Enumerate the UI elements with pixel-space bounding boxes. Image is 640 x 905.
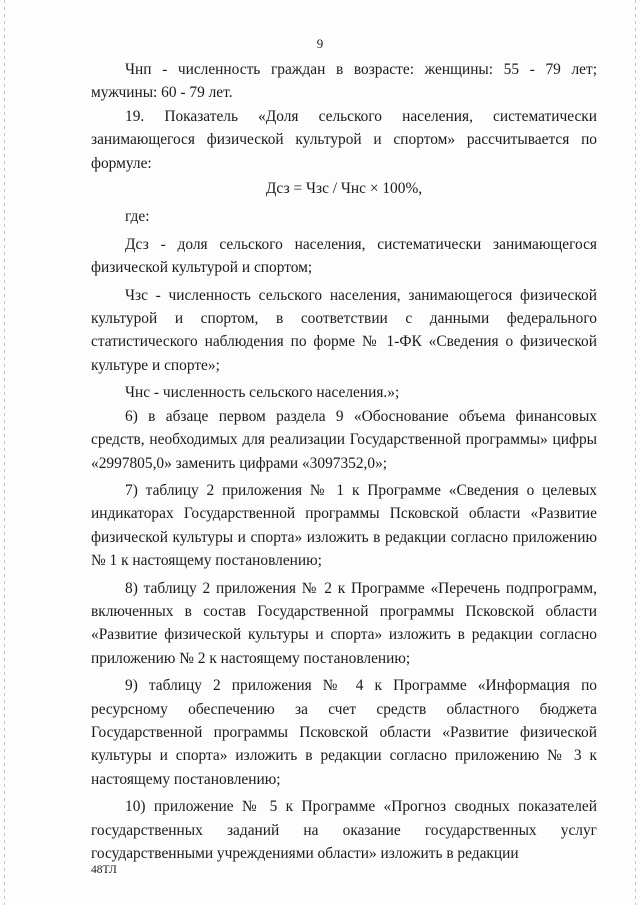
paragraph-item-6: 6) в абзаце первом раздела 9 «Обоснование объема финансовых средств, необходимых для реализации Государственной программы» цифры «2997805,0» заменить цифрами «3097352,0»; xyxy=(91,407,597,472)
page-number: 9 xyxy=(316,36,324,51)
paragraph-where: где: xyxy=(125,208,150,226)
paragraph-chnp-definition: Чнп - численность граждан в возрасте: женщины: 55 - 79 лет; мужчины: 60 - 79 лет. xyxy=(91,61,597,102)
document-body xyxy=(91,58,597,865)
paragraph-item-8: 8) таблицу 2 приложения № 2 к Программе «Перечень подпрограмм, включенных в состав Государственной программы Псковской области «Развитие физической культуры и спорта» изложить в редакции согласно приложению № 2 к настоящему постановлению; xyxy=(91,579,597,667)
paragraph-item-7: 7) таблицу 2 приложения № 1 к Программе «Сведения о целевых индикаторах Государственной программы Псковской области «Развитие физической культуры и спорта» изложить в редакции согласно приложению № 1 к настоящему постановлению; xyxy=(91,481,597,570)
scan-border-left xyxy=(4,0,5,905)
paragraph-item-9: 9) таблицу 2 приложения № 4 к Программе «Информация по ресурсному обеспечению за счет средств областного бюджета Государственной программы Псковской области «Развитие физической культуры и спорта» изложить в редакции согласно приложению № 3 к настоящему постановлению; xyxy=(91,677,597,788)
paragraph-indicator-19: 19. Показатель «Доля сельского населения, систематически занимающегося физической культурой и спортом» рассчитывается по формуле: xyxy=(91,107,597,172)
paragraph-dsz-definition: Дсз - доля сельского населения, систематически занимающегося физической культурой и спортом; xyxy=(91,235,597,277)
paragraph-chns-definition: Чнс - численность сельского населения.»; xyxy=(125,384,400,402)
formula-dsz: Дсз = Чзс / Чнс × 100%, xyxy=(265,180,423,198)
paragraph-item-10: 10) приложение № 5 к Программе «Прогноз сводных показателей государственных заданий на оказание государственных услуг государственными учреждениями области» изложить в редакции xyxy=(91,798,597,862)
footer-document-code: 48ТЛ xyxy=(91,864,117,876)
scan-border-right xyxy=(635,0,636,905)
paragraph-chzs-definition: Чзс - численность сельского населения, занимающегося физической культурой и спортом, в соответствии с данными федерального статистического наблюдения по форме № 1-ФК «Сведения о физической культуре и спорте»; xyxy=(91,286,597,374)
